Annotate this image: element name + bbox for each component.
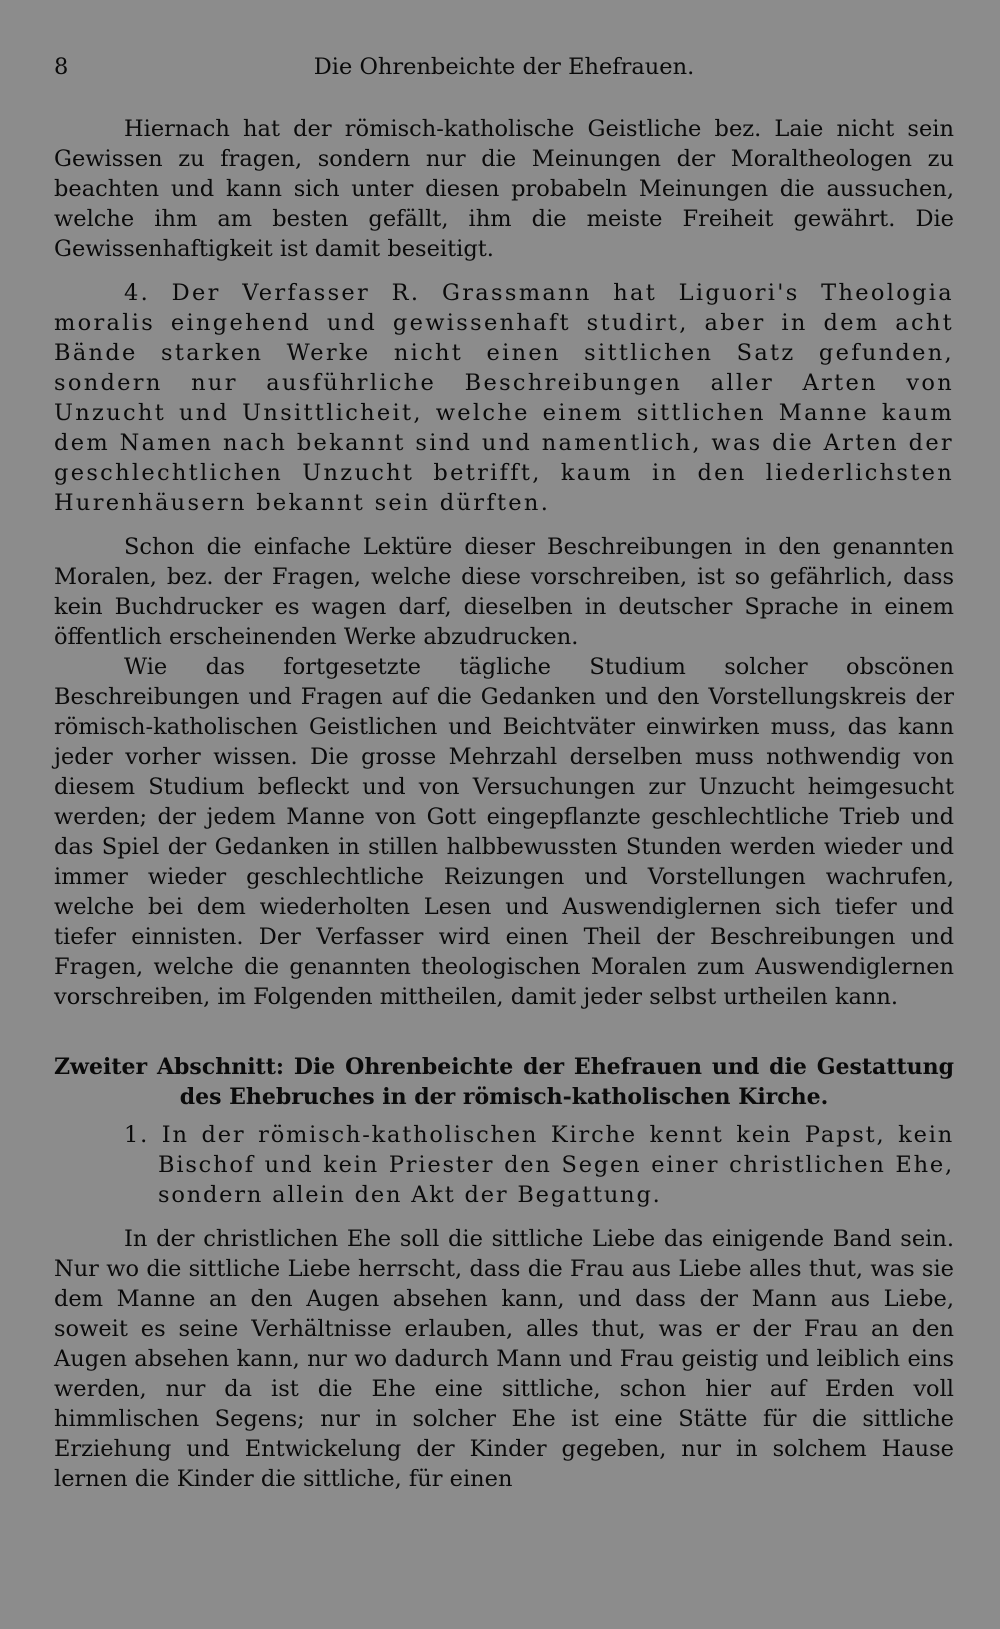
running-title: Die Ohrenbeichte der Ehefrauen. — [313, 54, 695, 80]
page-number: 8 — [54, 54, 69, 80]
section-heading-line-1: Zweiter Abschnitt: Die Ohrenbeichte der Ehefrauen und die Gestattung — [54, 1054, 954, 1080]
paragraph-5: In der christlichen Ehe soll die sittliche Liebe das einigende Band sein. Nur wo die sittliche Liebe herrscht, dass die Frau aus Liebe alles thut, was sie dem Manne an den Augen absehen kann, und dass der Mann aus Liebe, soweit es seine Verhältnisse erlauben, alles thut, was er der Frau an den Augen absehen kann, nur wo dadurch Mann und Frau geistig und leiblich eins werden, nur da ist die Ehe eine sittliche, schon hier auf Erden voll himmlischen Segens; nur in solcher Ehe ist eine Stätte für die sittliche Erziehung und Entwickelung der Kinder gegeben, nur in solchem Hause lernen die Kinder die sittliche, für einen — [54, 1226, 954, 1492]
section-thesis: 1. In der römisch-katholischen Kirche kennt kein Papst, kein Bischof und kein Priester den Segen einer christlichen Ehe, sondern allein den Akt der Begattung. — [124, 1122, 954, 1208]
paragraph-4: Wie das fortgesetzte tägliche Studium solcher obscönen Beschreibungen und Fragen auf die Gedanken und den Vorstellungskreis der römisch-katholischen Geistlichen und Beichtväter einwirken muss, das kann jeder vorher wissen. Die grosse Mehrzahl derselben muss nothwendig von diesem Studium befleckt und von Versuchungen zur Unzucht heimgesucht werden; der jedem Manne von Gott eingepflanzte geschlechtliche Trieb und das Spiel der Gedanken in stillen halbbewussten Stunden werden wieder und immer wieder geschlechtliche Reizungen und Vorstellungen wachrufen, welche bei dem wiederholten Lesen und Auswendiglernen sich tiefer und tiefer einnisten. Der Verfasser wird einen Theil der Beschreibungen und Fragen, welche die genannten theologischen Moralen zum Auswendiglernen vorschreiben, im Folgenden mittheilen, damit jeder selbst urtheilen kann. — [54, 654, 954, 1010]
page-header — [54, 52, 954, 84]
paragraph-2: 4. Der Verfasser R. Grassmann hat Liguori's Theologia moralis eingehend und gewissenhaft studirt, aber in dem acht Bände starken Werke nicht einen sittlichen Satz gefunden, sondern nur ausführliche Beschreibungen aller Arten von Unzucht und Unsittlicheit, welche einem sittlichen Manne kaum dem Namen nach bekannt sind und namentlich, was die Arten der geschlechtlichen Unzucht betrifft, kaum in den liederlichsten Hurenhäusern bekannt sein dürften. — [54, 280, 954, 516]
paragraph-1: Hiernach hat der römisch-katholische Geistliche bez. Laie nicht sein Gewissen zu fragen, sondern nur die Meinungen der Moraltheologen zu beachten und kann sich unter diesen probabeln Meinungen die aussuchen, welche ihm am besten gefällt, ihm die meiste Freiheit gewährt. Die Gewissenhaftigkeit ist damit beseitigt. — [54, 116, 954, 262]
paragraph-3: Schon die einfache Lektüre dieser Beschreibungen in den genannten Moralen, bez. der Fragen, welche diese vorschreiben, ist so gefährlich, dass kein Buchdrucker es wagen darf, dieselben in deutscher Sprache in einem öffentlich erscheinenden Werke abzudrucken. — [54, 534, 954, 650]
section-heading — [54, 1052, 954, 1112]
section-heading-line-2: des Ehebruches in der römisch-katholischen Kirche. — [179, 1084, 829, 1110]
